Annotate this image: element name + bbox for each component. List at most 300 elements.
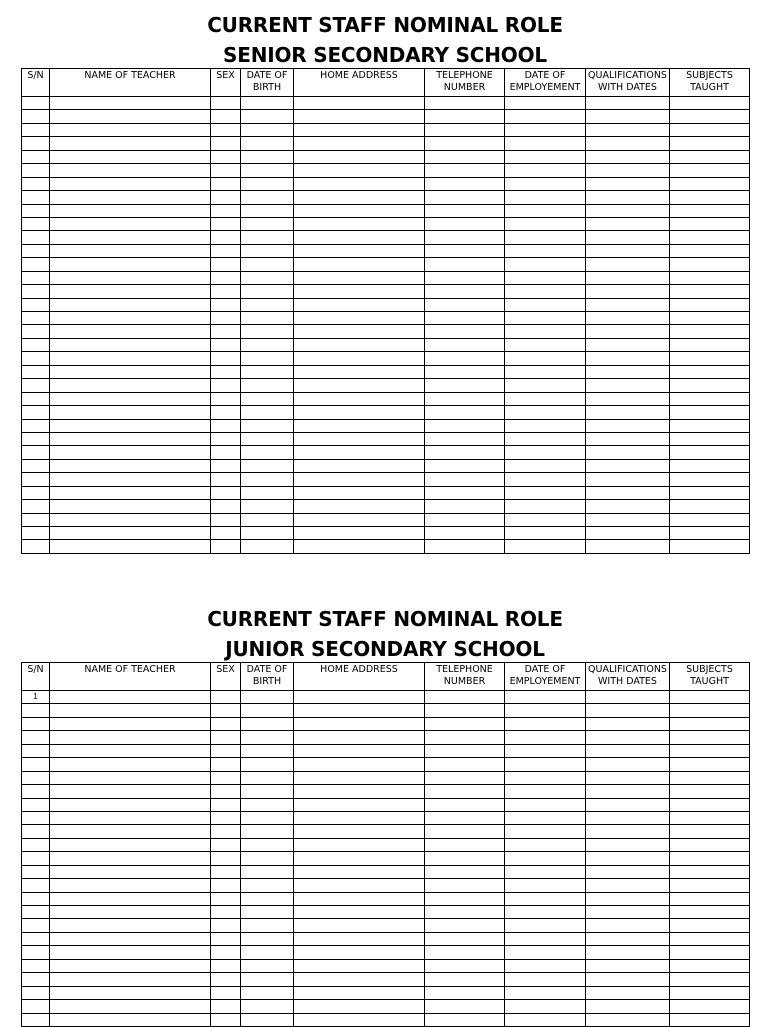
cell-qualifications[interactable] (586, 771, 670, 784)
cell-sex[interactable] (211, 1013, 241, 1026)
cell-subjects-taught[interactable] (670, 704, 750, 717)
cell-sn[interactable] (22, 379, 50, 392)
cell-date-of-birth[interactable] (241, 892, 294, 905)
cell-sn[interactable] (22, 164, 50, 177)
cell-name-of-teacher[interactable] (50, 285, 211, 298)
cell-telephone-number[interactable] (425, 231, 505, 244)
cell-subjects-taught[interactable] (670, 459, 750, 472)
cell-subjects-taught[interactable] (670, 432, 750, 445)
cell-subjects-taught[interactable] (670, 217, 750, 230)
cell-name-of-teacher[interactable] (50, 432, 211, 445)
cell-qualifications[interactable] (586, 704, 670, 717)
cell-home-address[interactable] (294, 825, 425, 838)
cell-sn[interactable] (22, 123, 50, 136)
cell-subjects-taught[interactable] (670, 865, 750, 878)
cell-qualifications[interactable] (586, 406, 670, 419)
cell-telephone-number[interactable] (425, 959, 505, 972)
cell-name-of-teacher[interactable] (50, 392, 211, 405)
cell-date-of-employement[interactable] (505, 1013, 586, 1026)
cell-sn[interactable] (22, 906, 50, 919)
cell-home-address[interactable] (294, 177, 425, 190)
cell-date-of-birth[interactable] (241, 446, 294, 459)
cell-date-of-birth[interactable] (241, 959, 294, 972)
cell-home-address[interactable] (294, 204, 425, 217)
cell-name-of-teacher[interactable] (50, 973, 211, 986)
cell-sex[interactable] (211, 459, 241, 472)
cell-sn[interactable] (22, 852, 50, 865)
cell-qualifications[interactable] (586, 191, 670, 204)
cell-date-of-birth[interactable] (241, 906, 294, 919)
cell-home-address[interactable] (294, 406, 425, 419)
cell-subjects-taught[interactable] (670, 879, 750, 892)
cell-sex[interactable] (211, 798, 241, 811)
cell-qualifications[interactable] (586, 879, 670, 892)
cell-telephone-number[interactable] (425, 312, 505, 325)
cell-sn[interactable] (22, 825, 50, 838)
cell-home-address[interactable] (294, 771, 425, 784)
cell-telephone-number[interactable] (425, 110, 505, 123)
cell-sex[interactable] (211, 919, 241, 932)
cell-sn[interactable]: 1 (22, 691, 50, 704)
cell-qualifications[interactable] (586, 932, 670, 945)
cell-date-of-birth[interactable] (241, 137, 294, 150)
cell-date-of-birth[interactable] (241, 919, 294, 932)
cell-qualifications[interactable] (586, 865, 670, 878)
cell-name-of-teacher[interactable] (50, 986, 211, 999)
cell-date-of-birth[interactable] (241, 852, 294, 865)
cell-home-address[interactable] (294, 758, 425, 771)
cell-name-of-teacher[interactable] (50, 717, 211, 730)
cell-sn[interactable] (22, 298, 50, 311)
cell-date-of-birth[interactable] (241, 231, 294, 244)
cell-name-of-teacher[interactable] (50, 1013, 211, 1026)
cell-subjects-taught[interactable] (670, 919, 750, 932)
cell-subjects-taught[interactable] (670, 540, 750, 553)
cell-sn[interactable] (22, 312, 50, 325)
cell-sex[interactable] (211, 338, 241, 351)
cell-name-of-teacher[interactable] (50, 379, 211, 392)
cell-date-of-employement[interactable] (505, 771, 586, 784)
cell-date-of-birth[interactable] (241, 473, 294, 486)
cell-date-of-birth[interactable] (241, 191, 294, 204)
cell-date-of-employement[interactable] (505, 486, 586, 499)
cell-subjects-taught[interactable] (670, 231, 750, 244)
cell-sn[interactable] (22, 177, 50, 190)
cell-sex[interactable] (211, 879, 241, 892)
cell-home-address[interactable] (294, 446, 425, 459)
cell-name-of-teacher[interactable] (50, 150, 211, 163)
cell-subjects-taught[interactable] (670, 838, 750, 851)
cell-home-address[interactable] (294, 365, 425, 378)
cell-home-address[interactable] (294, 932, 425, 945)
cell-sex[interactable] (211, 164, 241, 177)
cell-sex[interactable] (211, 244, 241, 257)
cell-telephone-number[interactable] (425, 717, 505, 730)
cell-telephone-number[interactable] (425, 352, 505, 365)
cell-telephone-number[interactable] (425, 798, 505, 811)
cell-qualifications[interactable] (586, 852, 670, 865)
cell-qualifications[interactable] (586, 527, 670, 540)
cell-sn[interactable] (22, 744, 50, 757)
cell-home-address[interactable] (294, 110, 425, 123)
cell-date-of-birth[interactable] (241, 164, 294, 177)
cell-sex[interactable] (211, 946, 241, 959)
cell-name-of-teacher[interactable] (50, 852, 211, 865)
cell-sex[interactable] (211, 486, 241, 499)
cell-name-of-teacher[interactable] (50, 97, 211, 110)
cell-date-of-employement[interactable] (505, 164, 586, 177)
cell-sn[interactable] (22, 271, 50, 284)
cell-sex[interactable] (211, 419, 241, 432)
cell-sex[interactable] (211, 852, 241, 865)
cell-date-of-birth[interactable] (241, 513, 294, 526)
cell-date-of-birth[interactable] (241, 271, 294, 284)
cell-subjects-taught[interactable] (670, 271, 750, 284)
cell-sn[interactable] (22, 798, 50, 811)
cell-qualifications[interactable] (586, 177, 670, 190)
cell-sn[interactable] (22, 986, 50, 999)
cell-date-of-employement[interactable] (505, 785, 586, 798)
cell-sex[interactable] (211, 432, 241, 445)
cell-subjects-taught[interactable] (670, 946, 750, 959)
cell-telephone-number[interactable] (425, 906, 505, 919)
cell-subjects-taught[interactable] (670, 298, 750, 311)
cell-date-of-employement[interactable] (505, 338, 586, 351)
cell-sex[interactable] (211, 379, 241, 392)
cell-name-of-teacher[interactable] (50, 892, 211, 905)
cell-sex[interactable] (211, 717, 241, 730)
cell-sex[interactable] (211, 352, 241, 365)
cell-date-of-employement[interactable] (505, 137, 586, 150)
cell-sn[interactable] (22, 473, 50, 486)
cell-name-of-teacher[interactable] (50, 459, 211, 472)
cell-name-of-teacher[interactable] (50, 177, 211, 190)
cell-subjects-taught[interactable] (670, 352, 750, 365)
cell-date-of-employement[interactable] (505, 500, 586, 513)
cell-date-of-employement[interactable] (505, 865, 586, 878)
cell-subjects-taught[interactable] (670, 204, 750, 217)
cell-qualifications[interactable] (586, 540, 670, 553)
cell-date-of-birth[interactable] (241, 150, 294, 163)
cell-home-address[interactable] (294, 946, 425, 959)
cell-sn[interactable] (22, 150, 50, 163)
cell-sn[interactable] (22, 527, 50, 540)
cell-date-of-birth[interactable] (241, 879, 294, 892)
cell-sex[interactable] (211, 258, 241, 271)
cell-sex[interactable] (211, 892, 241, 905)
cell-sn[interactable] (22, 959, 50, 972)
cell-subjects-taught[interactable] (670, 932, 750, 945)
cell-date-of-employement[interactable] (505, 110, 586, 123)
cell-date-of-employement[interactable] (505, 906, 586, 919)
cell-date-of-employement[interactable] (505, 191, 586, 204)
cell-sex[interactable] (211, 744, 241, 757)
cell-name-of-teacher[interactable] (50, 771, 211, 784)
cell-subjects-taught[interactable] (670, 785, 750, 798)
cell-date-of-birth[interactable] (241, 285, 294, 298)
cell-sex[interactable] (211, 771, 241, 784)
cell-subjects-taught[interactable] (670, 244, 750, 257)
cell-date-of-employement[interactable] (505, 312, 586, 325)
cell-sex[interactable] (211, 811, 241, 824)
cell-name-of-teacher[interactable] (50, 110, 211, 123)
cell-telephone-number[interactable] (425, 879, 505, 892)
cell-qualifications[interactable] (586, 459, 670, 472)
cell-subjects-taught[interactable] (670, 406, 750, 419)
cell-telephone-number[interactable] (425, 973, 505, 986)
cell-date-of-employement[interactable] (505, 285, 586, 298)
cell-home-address[interactable] (294, 717, 425, 730)
cell-name-of-teacher[interactable] (50, 785, 211, 798)
cell-sn[interactable] (22, 285, 50, 298)
cell-date-of-birth[interactable] (241, 771, 294, 784)
cell-telephone-number[interactable] (425, 258, 505, 271)
cell-telephone-number[interactable] (425, 527, 505, 540)
cell-subjects-taught[interactable] (670, 513, 750, 526)
cell-date-of-employement[interactable] (505, 432, 586, 445)
cell-name-of-teacher[interactable] (50, 338, 211, 351)
cell-sex[interactable] (211, 838, 241, 851)
cell-name-of-teacher[interactable] (50, 798, 211, 811)
cell-sex[interactable] (211, 959, 241, 972)
cell-home-address[interactable] (294, 285, 425, 298)
cell-telephone-number[interactable] (425, 392, 505, 405)
cell-date-of-birth[interactable] (241, 338, 294, 351)
cell-sex[interactable] (211, 137, 241, 150)
cell-qualifications[interactable] (586, 785, 670, 798)
cell-sn[interactable] (22, 419, 50, 432)
cell-qualifications[interactable] (586, 204, 670, 217)
cell-name-of-teacher[interactable] (50, 758, 211, 771)
cell-subjects-taught[interactable] (670, 379, 750, 392)
cell-home-address[interactable] (294, 906, 425, 919)
cell-sn[interactable] (22, 892, 50, 905)
cell-sex[interactable] (211, 150, 241, 163)
cell-date-of-birth[interactable] (241, 379, 294, 392)
cell-sn[interactable] (22, 704, 50, 717)
cell-qualifications[interactable] (586, 825, 670, 838)
cell-name-of-teacher[interactable] (50, 164, 211, 177)
cell-name-of-teacher[interactable] (50, 352, 211, 365)
cell-date-of-employement[interactable] (505, 798, 586, 811)
cell-telephone-number[interactable] (425, 473, 505, 486)
cell-sex[interactable] (211, 527, 241, 540)
cell-name-of-teacher[interactable] (50, 191, 211, 204)
cell-sex[interactable] (211, 986, 241, 999)
cell-date-of-birth[interactable] (241, 177, 294, 190)
cell-name-of-teacher[interactable] (50, 744, 211, 757)
cell-date-of-birth[interactable] (241, 973, 294, 986)
cell-sex[interactable] (211, 932, 241, 945)
cell-sn[interactable] (22, 392, 50, 405)
cell-telephone-number[interactable] (425, 1013, 505, 1026)
cell-telephone-number[interactable] (425, 852, 505, 865)
cell-name-of-teacher[interactable] (50, 473, 211, 486)
cell-qualifications[interactable] (586, 919, 670, 932)
cell-name-of-teacher[interactable] (50, 123, 211, 136)
cell-telephone-number[interactable] (425, 164, 505, 177)
cell-date-of-employement[interactable] (505, 513, 586, 526)
cell-sn[interactable] (22, 432, 50, 445)
cell-sn[interactable] (22, 1000, 50, 1013)
cell-home-address[interactable] (294, 1013, 425, 1026)
cell-home-address[interactable] (294, 852, 425, 865)
cell-date-of-birth[interactable] (241, 244, 294, 257)
cell-date-of-employement[interactable] (505, 204, 586, 217)
cell-subjects-taught[interactable] (670, 419, 750, 432)
cell-qualifications[interactable] (586, 110, 670, 123)
cell-qualifications[interactable] (586, 338, 670, 351)
cell-qualifications[interactable] (586, 758, 670, 771)
cell-date-of-employement[interactable] (505, 392, 586, 405)
cell-date-of-employement[interactable] (505, 811, 586, 824)
cell-sn[interactable] (22, 217, 50, 230)
cell-subjects-taught[interactable] (670, 717, 750, 730)
cell-telephone-number[interactable] (425, 1000, 505, 1013)
cell-date-of-employement[interactable] (505, 473, 586, 486)
cell-name-of-teacher[interactable] (50, 406, 211, 419)
cell-name-of-teacher[interactable] (50, 204, 211, 217)
cell-date-of-birth[interactable] (241, 432, 294, 445)
cell-date-of-birth[interactable] (241, 691, 294, 704)
cell-sn[interactable] (22, 352, 50, 365)
cell-home-address[interactable] (294, 97, 425, 110)
cell-home-address[interactable] (294, 486, 425, 499)
cell-home-address[interactable] (294, 811, 425, 824)
cell-telephone-number[interactable] (425, 446, 505, 459)
cell-name-of-teacher[interactable] (50, 527, 211, 540)
cell-subjects-taught[interactable] (670, 338, 750, 351)
cell-home-address[interactable] (294, 271, 425, 284)
cell-date-of-birth[interactable] (241, 540, 294, 553)
cell-sn[interactable] (22, 406, 50, 419)
cell-qualifications[interactable] (586, 217, 670, 230)
cell-sex[interactable] (211, 1000, 241, 1013)
cell-date-of-birth[interactable] (241, 204, 294, 217)
cell-date-of-birth[interactable] (241, 865, 294, 878)
cell-home-address[interactable] (294, 798, 425, 811)
cell-subjects-taught[interactable] (670, 123, 750, 136)
cell-home-address[interactable] (294, 164, 425, 177)
cell-name-of-teacher[interactable] (50, 419, 211, 432)
cell-name-of-teacher[interactable] (50, 932, 211, 945)
cell-name-of-teacher[interactable] (50, 959, 211, 972)
cell-sex[interactable] (211, 191, 241, 204)
cell-date-of-employement[interactable] (505, 244, 586, 257)
cell-sn[interactable] (22, 258, 50, 271)
cell-sex[interactable] (211, 500, 241, 513)
cell-date-of-employement[interactable] (505, 123, 586, 136)
cell-sex[interactable] (211, 298, 241, 311)
cell-date-of-birth[interactable] (241, 932, 294, 945)
cell-date-of-employement[interactable] (505, 365, 586, 378)
cell-date-of-employement[interactable] (505, 959, 586, 972)
cell-name-of-teacher[interactable] (50, 446, 211, 459)
cell-qualifications[interactable] (586, 838, 670, 851)
cell-sn[interactable] (22, 204, 50, 217)
cell-name-of-teacher[interactable] (50, 704, 211, 717)
cell-sex[interactable] (211, 785, 241, 798)
cell-telephone-number[interactable] (425, 325, 505, 338)
cell-date-of-birth[interactable] (241, 258, 294, 271)
cell-name-of-teacher[interactable] (50, 486, 211, 499)
cell-subjects-taught[interactable] (670, 986, 750, 999)
cell-home-address[interactable] (294, 312, 425, 325)
cell-telephone-number[interactable] (425, 785, 505, 798)
cell-sex[interactable] (211, 217, 241, 230)
cell-date-of-birth[interactable] (241, 798, 294, 811)
cell-telephone-number[interactable] (425, 191, 505, 204)
cell-name-of-teacher[interactable] (50, 365, 211, 378)
cell-home-address[interactable] (294, 392, 425, 405)
cell-home-address[interactable] (294, 919, 425, 932)
cell-date-of-birth[interactable] (241, 946, 294, 959)
cell-date-of-birth[interactable] (241, 811, 294, 824)
cell-date-of-employement[interactable] (505, 852, 586, 865)
cell-subjects-taught[interactable] (670, 312, 750, 325)
cell-sex[interactable] (211, 825, 241, 838)
cell-qualifications[interactable] (586, 150, 670, 163)
cell-sn[interactable] (22, 365, 50, 378)
cell-subjects-taught[interactable] (670, 191, 750, 204)
cell-date-of-birth[interactable] (241, 352, 294, 365)
cell-name-of-teacher[interactable] (50, 1000, 211, 1013)
cell-home-address[interactable] (294, 838, 425, 851)
cell-qualifications[interactable] (586, 419, 670, 432)
cell-name-of-teacher[interactable] (50, 946, 211, 959)
cell-qualifications[interactable] (586, 691, 670, 704)
cell-date-of-birth[interactable] (241, 97, 294, 110)
cell-telephone-number[interactable] (425, 137, 505, 150)
cell-subjects-taught[interactable] (670, 744, 750, 757)
cell-sex[interactable] (211, 285, 241, 298)
cell-date-of-employement[interactable] (505, 271, 586, 284)
cell-date-of-birth[interactable] (241, 717, 294, 730)
cell-home-address[interactable] (294, 137, 425, 150)
cell-subjects-taught[interactable] (670, 1000, 750, 1013)
cell-sex[interactable] (211, 446, 241, 459)
cell-sex[interactable] (211, 392, 241, 405)
cell-sn[interactable] (22, 1013, 50, 1026)
cell-telephone-number[interactable] (425, 892, 505, 905)
cell-subjects-taught[interactable] (670, 691, 750, 704)
cell-telephone-number[interactable] (425, 432, 505, 445)
cell-qualifications[interactable] (586, 258, 670, 271)
cell-date-of-employement[interactable] (505, 986, 586, 999)
cell-home-address[interactable] (294, 986, 425, 999)
cell-telephone-number[interactable] (425, 731, 505, 744)
cell-subjects-taught[interactable] (670, 285, 750, 298)
cell-sex[interactable] (211, 365, 241, 378)
cell-home-address[interactable] (294, 865, 425, 878)
cell-name-of-teacher[interactable] (50, 540, 211, 553)
cell-sn[interactable] (22, 97, 50, 110)
cell-date-of-birth[interactable] (241, 1000, 294, 1013)
cell-name-of-teacher[interactable] (50, 137, 211, 150)
cell-sex[interactable] (211, 973, 241, 986)
cell-subjects-taught[interactable] (670, 137, 750, 150)
cell-date-of-employement[interactable] (505, 231, 586, 244)
cell-date-of-birth[interactable] (241, 758, 294, 771)
cell-name-of-teacher[interactable] (50, 298, 211, 311)
cell-sn[interactable] (22, 932, 50, 945)
cell-sex[interactable] (211, 271, 241, 284)
cell-sex[interactable] (211, 540, 241, 553)
cell-date-of-employement[interactable] (505, 298, 586, 311)
cell-date-of-employement[interactable] (505, 758, 586, 771)
cell-subjects-taught[interactable] (670, 473, 750, 486)
cell-name-of-teacher[interactable] (50, 231, 211, 244)
